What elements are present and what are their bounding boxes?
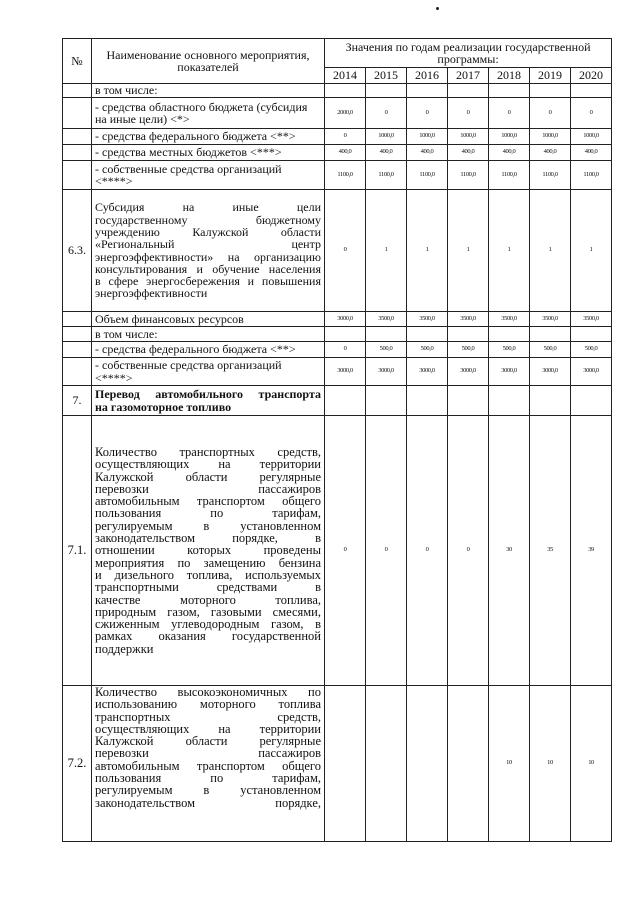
name-line: Перевод автомобильного транспорта xyxy=(95,387,321,402)
table-row xyxy=(63,416,612,686)
year-value: 1100,0 xyxy=(530,161,571,190)
indicator-name xyxy=(92,190,325,312)
name-line: в сфере энергосбережения и повышения xyxy=(95,274,321,289)
year-value: 2000,0 xyxy=(325,98,366,129)
indicator-name: в том числе: xyxy=(92,84,325,98)
num-header: № xyxy=(63,39,92,84)
table-row xyxy=(63,161,612,190)
year-value: 39 xyxy=(571,416,612,686)
year-value: 500,0 xyxy=(407,342,448,358)
year-value: 0 xyxy=(325,342,366,358)
year-value: 1000,0 xyxy=(571,129,612,145)
year-header: 2020 xyxy=(571,68,612,84)
row-number xyxy=(63,129,92,145)
year-value: 3500,0 xyxy=(366,312,407,327)
name-line: законодательством порядке, в xyxy=(95,531,321,546)
row-number xyxy=(63,84,92,98)
year-value: 3000,0 xyxy=(489,358,530,386)
name-line: пользования по тарифам, xyxy=(95,771,321,786)
item-number: 7.1. xyxy=(63,416,92,686)
year-value xyxy=(530,84,571,98)
year-value: 0 xyxy=(366,98,407,129)
year-value xyxy=(489,386,530,416)
year-value: 0 xyxy=(571,98,612,129)
indicator-name: - собственные средства организаций <****> xyxy=(92,161,325,190)
year-value: 3500,0 xyxy=(571,312,612,327)
name-line: отношении которых проведены xyxy=(95,543,321,558)
year-value: 1 xyxy=(530,190,571,312)
year-value: 0 xyxy=(530,98,571,129)
table-row xyxy=(63,129,612,145)
name-line: качестве моторного топлива, xyxy=(95,592,321,607)
table-row xyxy=(63,686,612,842)
row-number xyxy=(63,342,92,358)
name-line: Количество высокоэкономичных по xyxy=(95,685,321,699)
row-number xyxy=(63,327,92,342)
name-line: регулируемым в установленном xyxy=(95,518,321,533)
indicator-name: - средства федерального бюджета <**> xyxy=(92,342,325,358)
name-header: Наименование основного мероприятия, показателей xyxy=(92,39,325,84)
year-value xyxy=(407,686,448,842)
name-line: мероприятия по замещению бензина xyxy=(95,555,321,570)
name-line: и дизельного топлива, используемых xyxy=(95,567,321,582)
year-value xyxy=(366,84,407,98)
name-line: регулируемым в установленном xyxy=(95,783,321,798)
year-value: 0 xyxy=(325,129,366,145)
table-row xyxy=(63,342,612,358)
year-value xyxy=(366,686,407,842)
year-value: 0 xyxy=(325,190,366,312)
indicator-name xyxy=(92,416,325,686)
name-line: Калужской области регулярные xyxy=(95,469,321,484)
year-value xyxy=(448,686,489,842)
year-value xyxy=(366,327,407,342)
table-row xyxy=(63,312,612,327)
year-value: 3500,0 xyxy=(489,312,530,327)
year-value: 3000,0 xyxy=(407,358,448,386)
year-value: 1 xyxy=(366,190,407,312)
year-value: 400,0 xyxy=(325,145,366,161)
table-row xyxy=(63,358,612,386)
year-value: 1000,0 xyxy=(489,129,530,145)
indicator-name: - средства местных бюджетов <***> xyxy=(92,145,325,161)
year-value: 1 xyxy=(489,190,530,312)
year-value xyxy=(325,84,366,98)
header-row xyxy=(63,39,612,68)
table-row xyxy=(63,327,612,342)
year-value: 3000,0 xyxy=(571,358,612,386)
indicator-name: - средства областного бюджета (субсидия на иные цели) <*> xyxy=(92,98,325,129)
year-value: 3500,0 xyxy=(448,312,489,327)
year-value xyxy=(448,386,489,416)
year-value: 1 xyxy=(407,190,448,312)
year-value xyxy=(407,386,448,416)
year-value: 30 xyxy=(489,416,530,686)
year-value: 1000,0 xyxy=(366,129,407,145)
year-value: 3000,0 xyxy=(448,358,489,386)
year-value: 3000,0 xyxy=(325,312,366,327)
year-value: 0 xyxy=(407,98,448,129)
indicator-name xyxy=(92,686,325,842)
year-value: 0 xyxy=(325,416,366,686)
name-line: Калужской области регулярные xyxy=(95,734,321,749)
name-line: энергоэффективности xyxy=(95,286,208,301)
year-value xyxy=(571,84,612,98)
year-value: 400,0 xyxy=(448,145,489,161)
year-value: 400,0 xyxy=(571,145,612,161)
year-value xyxy=(407,84,448,98)
name-line: использованию моторного топлива xyxy=(95,697,321,712)
name-line: транспортными средствами в xyxy=(95,580,321,595)
year-value: 1000,0 xyxy=(448,129,489,145)
name-line: учреждению Калужской области xyxy=(95,224,321,239)
scan-mark xyxy=(436,7,439,10)
year-value: 500,0 xyxy=(448,342,489,358)
year-header: 2015 xyxy=(366,68,407,84)
year-value xyxy=(325,386,366,416)
year-value xyxy=(489,327,530,342)
year-value: 1000,0 xyxy=(407,129,448,145)
table-row xyxy=(63,145,612,161)
year-value: 500,0 xyxy=(571,342,612,358)
year-value: 500,0 xyxy=(489,342,530,358)
name-line: консультирования и обучение населения xyxy=(95,261,321,276)
year-value: 0 xyxy=(407,416,448,686)
year-value xyxy=(530,327,571,342)
year-header: 2019 xyxy=(530,68,571,84)
indicator-name: - средства федерального бюджета <**> xyxy=(92,129,325,145)
year-value: 10 xyxy=(571,686,612,842)
year-value xyxy=(489,84,530,98)
year-value: 1100,0 xyxy=(489,161,530,190)
indicator-name: Объем финансовых ресурсов xyxy=(92,312,325,327)
name-line: природным газом, газовыми смесями, xyxy=(95,604,321,619)
row-number xyxy=(63,98,92,129)
program-values-table xyxy=(62,38,612,842)
year-header: 2016 xyxy=(407,68,448,84)
table-row xyxy=(63,98,612,129)
year-value: 0 xyxy=(366,416,407,686)
year-value: 500,0 xyxy=(530,342,571,358)
year-value: 500,0 xyxy=(366,342,407,358)
year-value: 3500,0 xyxy=(530,312,571,327)
values-header: Значения по годам реализации государственной программы: xyxy=(325,39,612,68)
row-number xyxy=(63,358,92,386)
name-line: на газомоторное топливо xyxy=(95,399,232,414)
row-number xyxy=(63,312,92,327)
indicator-name: - собственные средства организаций <****> xyxy=(92,358,325,386)
name-line: Субсидия на иные цели xyxy=(95,200,321,215)
year-value: 400,0 xyxy=(407,145,448,161)
year-value: 1000,0 xyxy=(530,129,571,145)
year-header: 2017 xyxy=(448,68,489,84)
row-number xyxy=(63,161,92,190)
name-line: государственному бюджетному xyxy=(95,212,321,227)
indicator-name xyxy=(92,386,325,416)
name-line: автомобильным транспортом общего xyxy=(95,758,321,773)
name-line: «Региональный центр xyxy=(95,237,321,252)
year-value: 1100,0 xyxy=(571,161,612,190)
year-value xyxy=(571,386,612,416)
year-value xyxy=(448,84,489,98)
year-value: 3000,0 xyxy=(366,358,407,386)
year-value: 10 xyxy=(489,686,530,842)
year-value xyxy=(571,327,612,342)
row-number xyxy=(63,145,92,161)
year-value: 1100,0 xyxy=(366,161,407,190)
year-value: 10 xyxy=(530,686,571,842)
indicator-name: в том числе: xyxy=(92,327,325,342)
year-value: 0 xyxy=(448,416,489,686)
year-value: 3000,0 xyxy=(325,358,366,386)
year-value xyxy=(325,327,366,342)
name-line: перевозки пассажиров xyxy=(95,746,321,761)
name-line: сжиженным углеводородным газом, в xyxy=(95,617,321,632)
name-line: перевозки пассажиров xyxy=(95,481,321,496)
year-value xyxy=(366,386,407,416)
year-value xyxy=(530,386,571,416)
year-value: 0 xyxy=(448,98,489,129)
year-value xyxy=(407,327,448,342)
year-value xyxy=(325,686,366,842)
year-value: 1100,0 xyxy=(325,161,366,190)
table-row xyxy=(63,386,612,416)
item-number: 7. xyxy=(63,386,92,416)
name-line: транспортных средств, xyxy=(95,709,321,724)
table-row xyxy=(63,190,612,312)
year-value: 3500,0 xyxy=(407,312,448,327)
year-value: 1 xyxy=(448,190,489,312)
year-value: 0 xyxy=(489,98,530,129)
year-value: 1 xyxy=(571,190,612,312)
name-line: энергоэффективности» на организацию xyxy=(95,249,321,264)
year-value: 3000,0 xyxy=(530,358,571,386)
year-value: 35 xyxy=(530,416,571,686)
year-header: 2014 xyxy=(325,68,366,84)
name-line: поддержки xyxy=(95,641,154,656)
name-line: автомобильным транспортом общего xyxy=(95,494,321,509)
year-value: 400,0 xyxy=(366,145,407,161)
name-line: рамках оказания государственной xyxy=(95,629,321,644)
table-row xyxy=(63,84,612,98)
year-value: 400,0 xyxy=(530,145,571,161)
name-line: осуществляющих на территории xyxy=(95,721,321,736)
name-line: Количество транспортных средств, xyxy=(95,444,321,459)
name-line: осуществляющих на территории xyxy=(95,457,321,472)
year-value: 1100,0 xyxy=(407,161,448,190)
year-value: 400,0 xyxy=(489,145,530,161)
name-line: пользования по тарифам, xyxy=(95,506,321,521)
year-value xyxy=(448,327,489,342)
item-number: 6.3. xyxy=(63,190,92,312)
name-line: законодательством порядке, xyxy=(95,795,321,810)
year-value: 1100,0 xyxy=(448,161,489,190)
item-number: 7.2. xyxy=(63,686,92,842)
year-header: 2018 xyxy=(489,68,530,84)
